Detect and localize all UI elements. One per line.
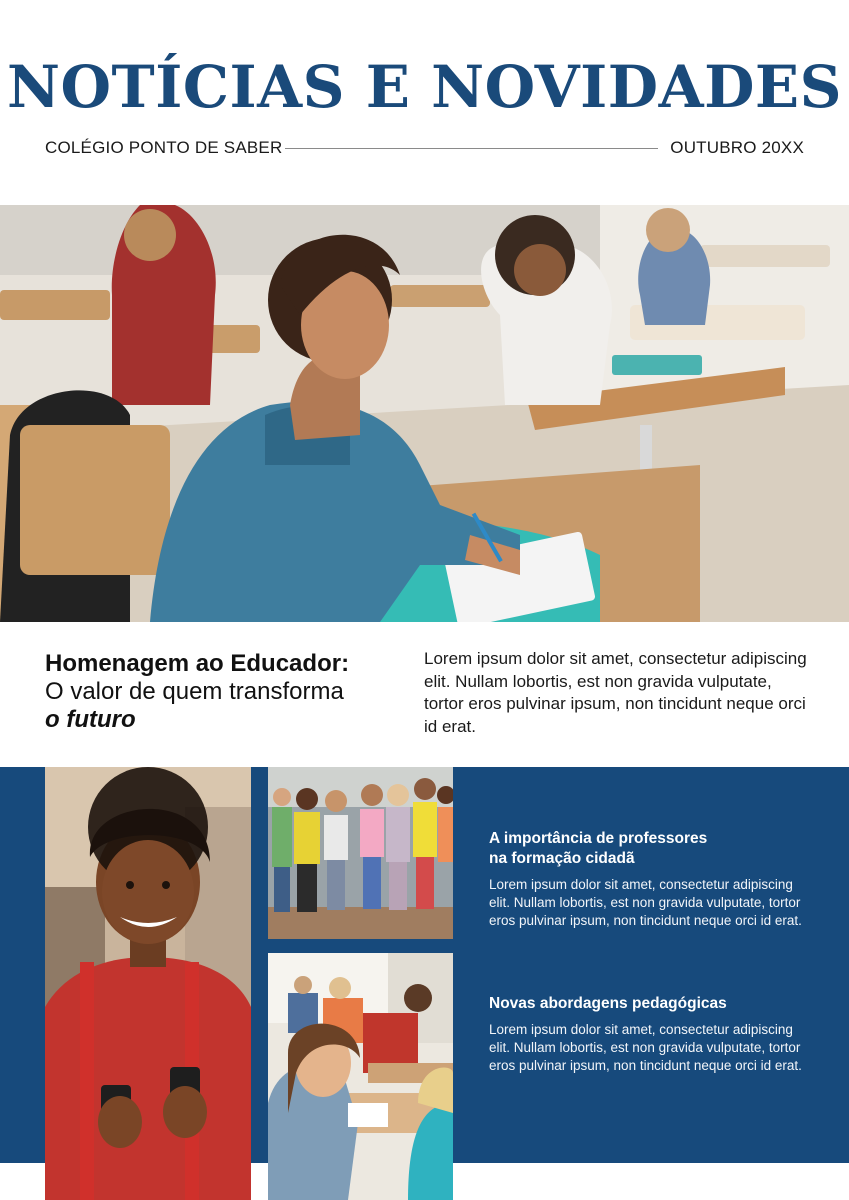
article-title-line2: na formação cidadã — [489, 850, 635, 867]
feature-body-text: Lorem ipsum dolor sit amet, consectetur adipiscing elit. Nullam lobortis, est non gravida vulputate, tortor eros pulvinar ipsum, non tincidunt neque orci id erat. — [424, 649, 807, 736]
feature-heading-line3: o futuro — [45, 706, 136, 733]
classroom-study-photo — [268, 953, 453, 1200]
newsletter-title: NOTÍCIAS E NOVIDADES — [7, 53, 842, 121]
school-name: COLÉGIO PONTO DE SABER — [45, 138, 283, 157]
student-portrait-illustration — [45, 767, 251, 1200]
edition-date: OUTUBRO 20XX — [670, 138, 804, 157]
student-portrait-photo — [45, 767, 251, 1200]
article-body: Lorem ipsum dolor sit amet, consectetur adipiscing elit. Nullam lobortis, est non gravida vulputate, tortor eros pulvinar ipsum, non tincidunt neque orci id erat. — [489, 1022, 802, 1073]
students-group-illustration — [268, 767, 453, 939]
students-group-photo — [268, 767, 453, 939]
article-title: Novas abordagens pedagógicas — [489, 995, 727, 1012]
feature-heading-line2: O valor de quem transforma — [45, 678, 344, 705]
classroom-study-illustration — [268, 953, 453, 1200]
feature-heading — [45, 650, 385, 734]
masthead-subline — [45, 136, 804, 160]
divider-rule — [285, 148, 658, 149]
article-title — [489, 829, 809, 869]
article-title-line1: A importância de professores — [489, 830, 708, 847]
classroom-photo-illustration — [0, 205, 849, 622]
hero-classroom-photo — [0, 205, 849, 622]
feature-heading-line1: Homenagem ao Educador: — [45, 650, 350, 677]
article-teachers-civic-role — [489, 829, 809, 930]
article-body: Lorem ipsum dolor sit amet, consectetur adipiscing elit. Nullam lobortis, est non gravida vulputate, tortor eros pulvinar ipsum, non tincidunt neque orci id erat. — [489, 877, 802, 928]
article-new-pedagogies — [489, 994, 809, 1075]
